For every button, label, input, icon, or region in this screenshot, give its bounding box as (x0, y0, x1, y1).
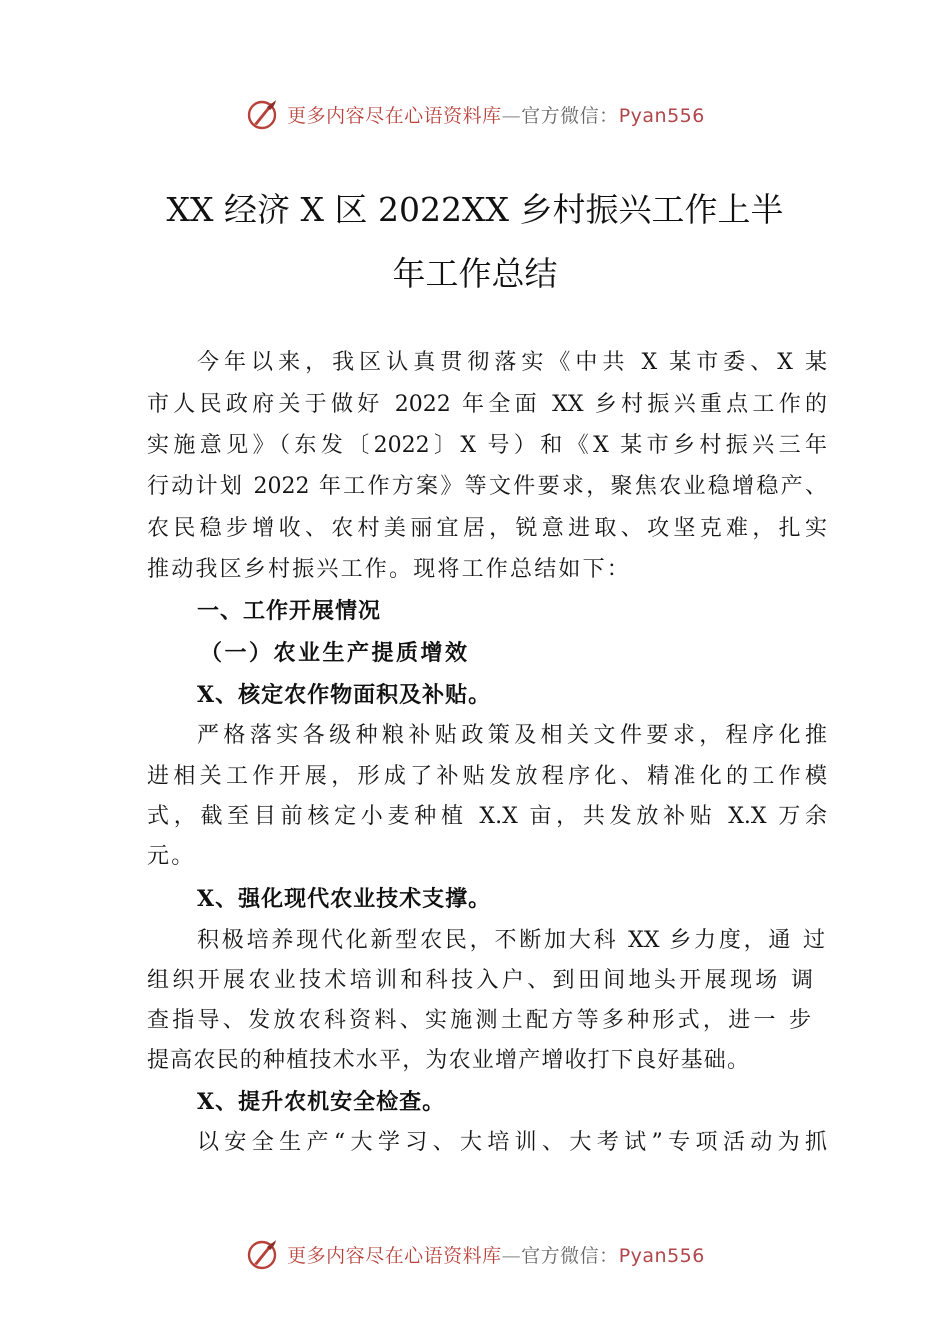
item2-line-1: 积极培养现代化新型农民，不断加大科 XX 乡力度，通 过 (197, 928, 825, 953)
watermark-brand: 更多内容尽在心语资料库 (287, 104, 502, 127)
intro-line-3: 实施意见》（东发〔2022〕X 号）和《X 某市乡村振兴三年 (147, 433, 827, 458)
quill-logo-icon (245, 1237, 279, 1271)
item-heading-3: X、提升农机安全检查。 (197, 1089, 446, 1115)
watermark-dash: — (501, 1244, 522, 1267)
watermark-wechat-id: Pyan556 (618, 104, 705, 127)
watermark-wechat-id: Pyan556 (618, 1244, 705, 1267)
item2-line-3: 查指导、发放农科资料、实施测土配方等多种形式，进一 步 (147, 1008, 811, 1033)
intro-line-6: 推动我区乡村振兴工作。现将工作总结如下： (147, 557, 632, 582)
item2-line-2: 组织开展农业技术培训和科技入户、到田间地头开展现场 调 (147, 968, 813, 993)
subsection-heading-1: （一）农业生产提质增效 (200, 640, 470, 666)
watermark-dash: — (501, 104, 522, 127)
intro-line-2: 市人民政府关于做好 2022 年全面 XX 乡村振兴重点工作的 (147, 392, 827, 417)
watermark-footer (0, 1234, 950, 1274)
document-title-line-1: XX 经济 X 区 2022XX 乡村振兴工作上半 (166, 190, 784, 229)
item1-line-2: 进相关工作开展，形成了补贴发放程序化、精准化的工作模 (147, 764, 827, 789)
item-heading-2: X、强化现代农业技术支撑。 (197, 886, 492, 912)
quill-logo-icon (245, 97, 279, 131)
document-title-line-2: 年工作总结 (392, 254, 558, 293)
watermark-channel: 官方微信： (521, 104, 619, 127)
intro-line-4: 行动计划 2022 年工作方案》等文件要求，聚焦农业稳增稳产、 (147, 474, 827, 499)
item1-line-1: 严格落实各级种粮补贴政策及相关文件要求，程序化推 (197, 723, 827, 748)
watermark-header (0, 94, 950, 134)
intro-line-1: 今年以来，我区认真贯彻落实《中共 X 某市委、X 某 (197, 350, 827, 375)
watermark-brand: 更多内容尽在心语资料库 (287, 1244, 502, 1267)
watermark-text (287, 1241, 705, 1268)
item1-line-4: 元。 (147, 844, 196, 869)
item1-line-3: 式，截至目前核定小麦种植 X.X 亩，共发放补贴 X.X 万余 (147, 804, 827, 829)
watermark-text (287, 101, 705, 128)
item2-line-4: 提高农民的种植技术水平，为农业增产增收打下良好基础。 (147, 1048, 751, 1073)
item-heading-1: X、核定农作物面积及补贴。 (197, 682, 492, 708)
section-heading-1: 一、工作开展情况 (197, 598, 382, 624)
item3-line-1: 以安全生产“大学习、大培训、大考试”专项活动为抓 (197, 1130, 827, 1155)
watermark-channel: 官方微信： (521, 1244, 619, 1267)
intro-line-5: 农民稳步增收、农村美丽宜居，锐意进取、攻坚克难，扎实 (147, 516, 827, 541)
